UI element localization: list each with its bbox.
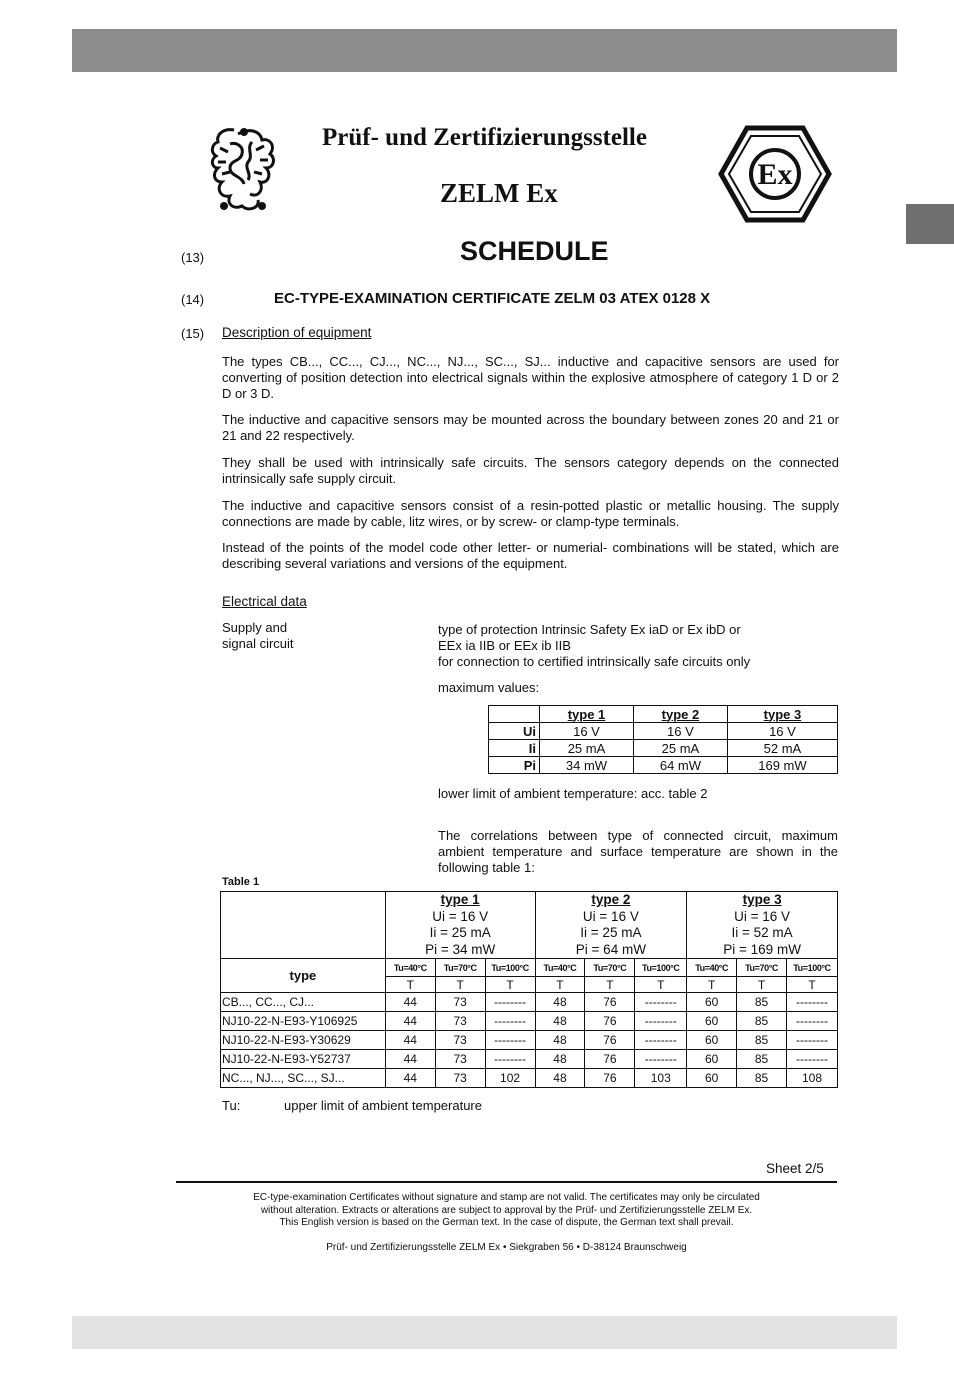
- certificate-title: EC-TYPE-EXAMINATION CERTIFICATE ZELM 03 ATEX 0128 X: [274, 290, 711, 307]
- table-note-text: upper limit of ambient temperature: [284, 1098, 482, 1113]
- type-3-header: type 3 Ui = 16 V Ii = 52 mA Pi = 169 mW: [687, 892, 838, 959]
- table-row: NJ10-22-N-E93-Y106925 44 73 -------- 48 76 -------- 60 85 --------: [221, 1012, 838, 1031]
- table-caption: Table 1: [222, 876, 260, 888]
- footer-address: Prüf- und Zertifizierungsstelle ZELM Ex • Siekgraben 56 • D-38124 Braunschweig: [326, 1242, 687, 1253]
- table-row: Ui 16 V 16 V 16 V: [489, 723, 838, 740]
- sheet-number: Sheet 2/5: [766, 1161, 824, 1176]
- description-paragraph: The types CB..., CC..., CJ..., NC..., NJ..., SC..., SJ... inductive and capacitive sensors are used for converting of position detection into electrical signals within the explosive atmosphere of category 1 D or 2 D or 3 D.: [222, 354, 839, 401]
- table-row: NC..., NJ..., SC..., SJ... 44 73 102 48 76 103 60 85 108: [221, 1069, 838, 1088]
- lion-crest-logo: [204, 124, 282, 214]
- table-row: Pi 34 mW 64 mW 169 mW: [489, 757, 838, 774]
- column-header: type 3: [727, 706, 837, 723]
- table-row: CB..., CC..., CJ... 44 73 -------- 48 76 -------- 60 85 --------: [221, 993, 838, 1012]
- organization-name: ZELM Ex: [440, 178, 558, 208]
- maximum-values-table: [488, 705, 838, 774]
- footer-disclaimer: EC-type-examination Certificates without signature and stamp are not valid. The certificates may only be circulated without alteration. Extracts or alterations are subject to approval by the Prüf- und Zertifizierungsstelle ZELM Ex. This English version is based on the German text. In the case of dispute, the German text shall prevail.: [253, 1192, 760, 1228]
- bottom-banner: [72, 1316, 897, 1349]
- svg-text:Ex: Ex: [757, 158, 793, 191]
- temperature-table: type 1 Ui = 16 V Ii = 25 mA Pi = 34 mW type 2 Ui = 16 V Ii = 25 mA Pi = 64 mW type 3 Ui = 16 V Ii = 52 mA Pi = 169 mW type Tu=40°C Tu=70°C Tu=100°C Tu=40°C Tu=70°C Tu=100°C Tu=40°C Tu=70°C Tu=100°C T T T T T T T T T CB..., CC..., CJ... 44 73 -------- 48 76 -------- 60 85 -------- NJ10-22-N-E93-Y106925 44 73 -------- 48 76 -------- 60 85 -------- NJ10-22-N-E93-Y30629 44 73 -------- 48 76 -------- 60 85 -------- NJ10-22-N-E93-Y52737 44 73 -------- 48 76 -------- 60 85 -------- NC..., NJ..., SC..., SJ... 44 73 102 48 76 103 60 85 108: [220, 891, 838, 1088]
- row-label: Ii: [489, 740, 540, 757]
- section-number-15: (15): [181, 326, 205, 341]
- column-header: type 2: [633, 706, 727, 723]
- protection-text: type of protection Intrinsic Safety Ex iaD or Ex ibD or EEx ia IIB or EEx ib IIB for connection to certified intrinsically safe circuits only: [438, 622, 751, 669]
- side-tab-marker: [906, 204, 954, 244]
- description-heading: Description of equipment: [222, 325, 372, 340]
- table-note-key: Tu:: [222, 1098, 241, 1113]
- description-paragraph: Instead of the points of the model code other letter- or numerial- combinations will be stated, which are describing several variations and versions of the equipment.: [222, 540, 839, 571]
- description-paragraph: The inductive and capacitive sensors may be mounted across the boundary between zones 20 and 21 or 21 and 22 respectively.: [222, 412, 839, 443]
- table-row: NJ10-22-N-E93-Y30629 44 73 -------- 48 76 -------- 60 85 --------: [221, 1031, 838, 1050]
- row-label: Pi: [489, 757, 540, 774]
- schedule-heading: SCHEDULE: [460, 236, 609, 266]
- description-paragraph: The inductive and capacitive sensors consist of a resin-potted plastic or metallic housing. The supply connections are made by cable, litz wires, or by screw- or clamp-type terminals.: [222, 498, 839, 529]
- organization-title: Prüf- und Zertifizierungsstelle: [322, 124, 647, 151]
- type-1-header: type 1 Ui = 16 V Ii = 25 mA Pi = 34 mW: [385, 892, 535, 959]
- table-row: Ii 25 mA 25 mA 52 mA: [489, 740, 838, 757]
- ex-hexagon-logo: [717, 124, 833, 224]
- electrical-heading: Electrical data: [222, 594, 307, 609]
- section-number-14: (14): [181, 292, 205, 307]
- top-banner: [72, 29, 897, 72]
- section-number-13: (13): [181, 250, 205, 265]
- table-row: NJ10-22-N-E93-Y52737 44 73 -------- 48 76 -------- 60 85 --------: [221, 1050, 838, 1069]
- type-column-header: type: [221, 959, 386, 993]
- description-paragraph: They shall be used with intrinsically safe circuits. The sensors category depends on the connected intrinsically safe supply circuit.: [222, 455, 839, 486]
- lower-limit-text: lower limit of ambient temperature: acc. table 2: [438, 786, 708, 801]
- correlation-text: The correlations between type of connected circuit, maximum ambient temperature and surface temperature are shown in the following table 1:: [438, 828, 838, 875]
- maximum-values-label: maximum values:: [438, 680, 540, 695]
- footer-divider: [176, 1181, 837, 1183]
- supply-label: Supply and signal circuit: [222, 620, 294, 651]
- column-header: type 1: [540, 706, 634, 723]
- type-2-header: type 2 Ui = 16 V Ii = 25 mA Pi = 64 mW: [535, 892, 687, 959]
- row-label: Ui: [489, 723, 540, 740]
